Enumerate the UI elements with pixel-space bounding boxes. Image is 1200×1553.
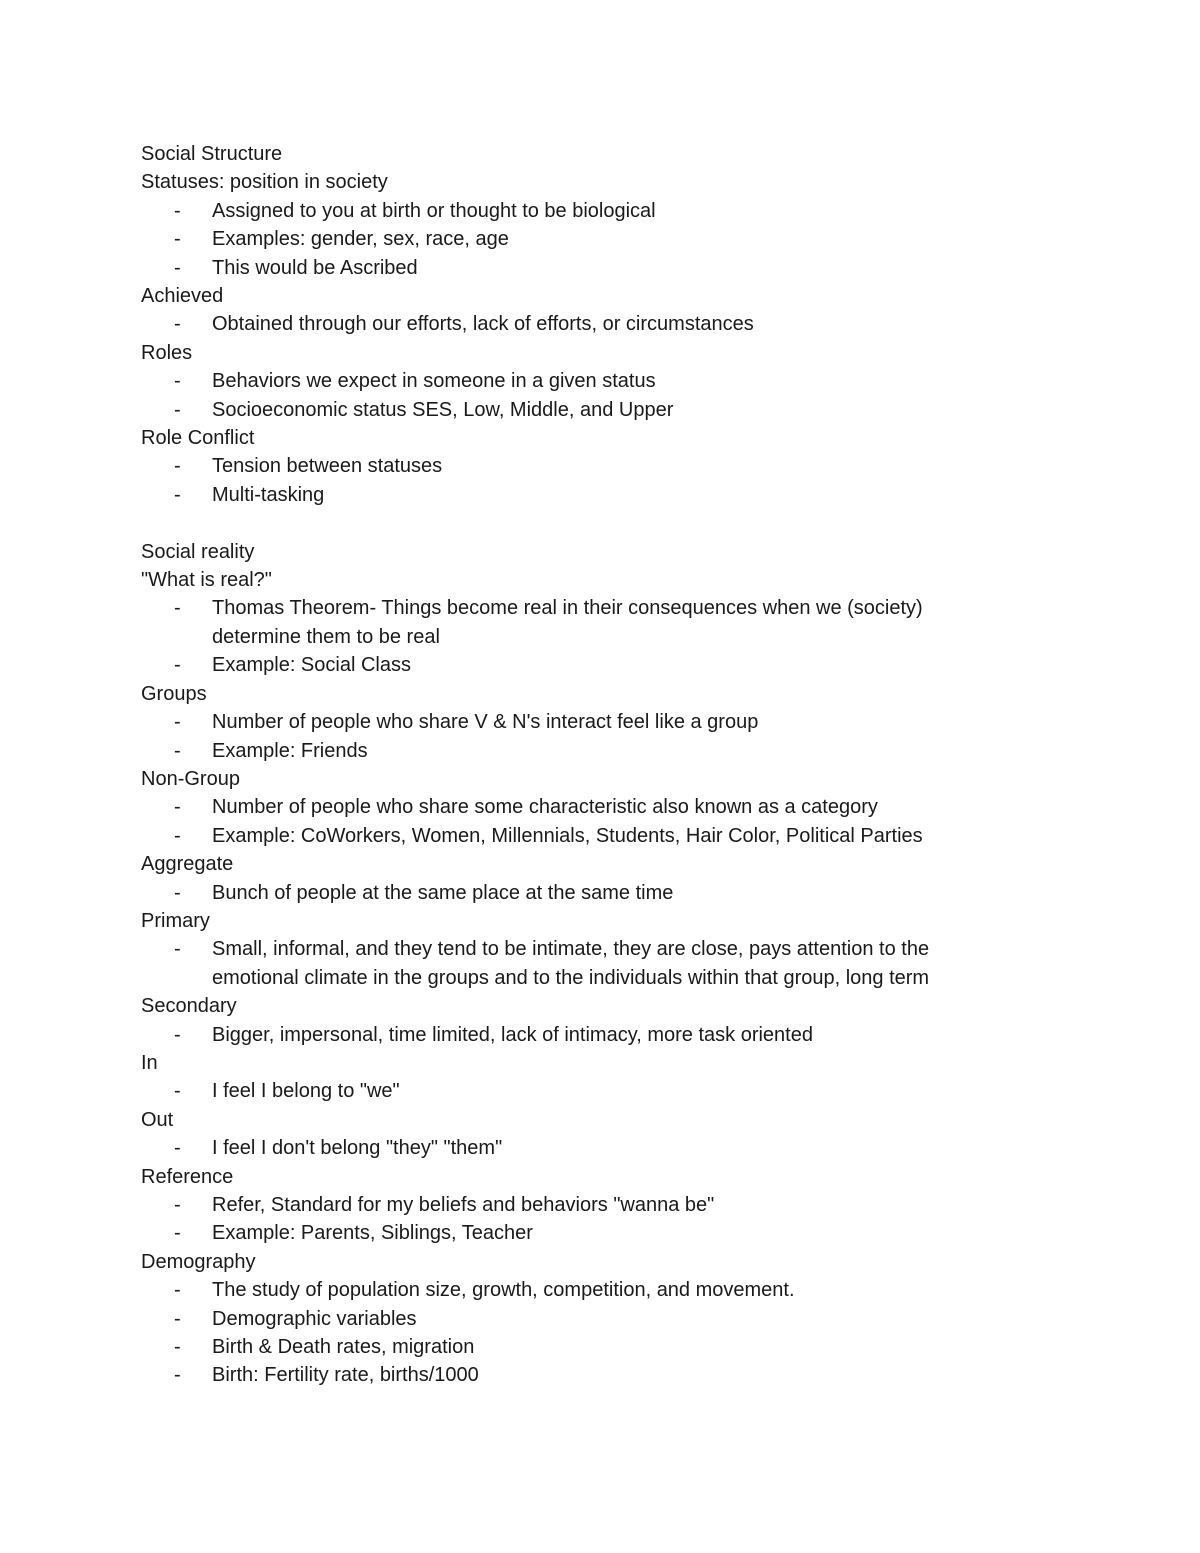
bullet-text: Example: CoWorkers, Women, Millennials, Students, Hair Color, Political Parties [212,824,923,847]
bullet-item [141,396,1041,424]
bullet-text: Example: Friends [212,739,368,762]
bullet-item [141,651,1041,679]
bullet-text: Bigger, impersonal, time limited, lack of intimacy, more task oriented [212,1023,813,1046]
bullet-dash: - [174,824,181,847]
section-heading: Social Structure [141,143,283,165]
bullet-item [141,1276,1041,1304]
bullet-item [141,225,1041,253]
bullet-text: Number of people who share some characteristic also known as a category [212,796,878,819]
bullet-text: I feel I belong to "we" [212,1080,400,1103]
bullet-item [141,708,1041,736]
bullet-text: Tension between statuses [212,455,443,478]
bullet-text: I feel I don't belong "they" "them" [212,1137,503,1160]
bullet-item [141,1333,1041,1361]
bullet-item [141,1219,1041,1247]
bullet-item [141,1361,1041,1389]
bullet-item [141,452,1041,480]
bullet-dash: - [174,938,181,961]
bullet-dash: - [174,1222,181,1245]
bullet-item [141,879,1041,907]
bullet-dash: - [174,881,181,904]
bullet-dash: - [174,739,181,762]
section-heading: Secondary [141,995,237,1018]
bullet-dash: - [174,654,181,677]
section-heading: Non-Group [141,767,240,790]
section-heading: Aggregate [141,853,234,876]
bullet-dash: - [174,1023,181,1046]
bullet-text: Assigned to you at birth or thought to be biological [212,199,656,222]
bullet-item [141,737,1041,765]
bullet-text: Small, informal, and they tend to be intimate, they are close, pays attention to the emotional climate in the groups and to the individuals within that group, long term [212,938,930,989]
bullet-item [141,793,1041,821]
bullet-item [141,1305,1041,1333]
bullet-dash: - [174,455,181,478]
bullet-item [141,197,1041,225]
section-heading: Demography [141,1250,256,1273]
bullet-text: Demographic variables [212,1307,417,1330]
bullet-text: Number of people who share V & N's interact feel like a group [212,711,759,734]
bullet-dash: - [174,1080,181,1103]
section-heading: Roles [141,341,193,364]
section-heading: "What is real?" [141,569,272,592]
bullet-dash: - [174,398,181,421]
bullet-item [141,367,1041,395]
bullet-item [141,822,1041,850]
bullet-dash: - [174,313,181,336]
bullet-dash: - [174,597,181,620]
section-heading: Reference [141,1165,234,1188]
bullet-dash: - [174,1307,181,1330]
section-heading: Achieved [141,285,224,308]
section-heading: Primary [141,909,210,932]
bullet-text: Bunch of people at the same place at the same time [212,881,674,904]
bullet-item [141,481,1041,509]
bullet-text: Thomas Theorem- Things become real in their consequences when we (society) determine them to be real [212,597,923,648]
section-heading: Statuses: position in society [141,171,388,194]
bullet-dash: - [174,370,181,393]
bullet-dash: - [174,256,181,279]
bullet-text: Refer, Standard for my beliefs and behaviors "wanna be" [212,1194,715,1217]
bullet-text: This would be Ascribed [212,256,418,279]
bullet-dash: - [174,1137,181,1160]
bullet-item [141,594,1041,651]
bullet-dash: - [174,1194,181,1217]
bullet-text: The study of population size, growth, competition, and movement. [212,1279,795,1302]
bullet-text: Obtained through our efforts, lack of efforts, or circumstances [212,313,754,336]
bullet-item [141,1021,1041,1049]
bullet-item [141,1077,1041,1105]
bullet-text: Example: Social Class [212,654,411,677]
section-heading: Social reality [141,540,255,563]
bullet-text: Multi-tasking [212,483,325,506]
bullet-item [141,1134,1041,1162]
bullet-item [141,254,1041,282]
section-heading: In [141,1051,158,1074]
blank-line [141,509,1041,537]
bullet-item [141,1191,1041,1219]
bullet-dash: - [174,796,181,819]
bullet-item [141,935,1041,992]
bullet-text: Birth & Death rates, migration [212,1336,475,1359]
bullet-text: Behaviors we expect in someone in a given status [212,370,656,393]
section-heading: Groups [141,682,207,705]
section-heading: Role Conflict [141,427,255,450]
bullet-text: Examples: gender, sex, race, age [212,228,509,251]
bullet-dash: - [174,711,181,734]
section-heading: Out [141,1108,174,1131]
bullet-text: Birth: Fertility rate, births/1000 [212,1364,479,1387]
bullet-dash: - [174,1279,181,1302]
bullet-text: Example: Parents, Siblings, Teacher [212,1222,533,1245]
bullet-dash: - [174,228,181,251]
bullet-dash: - [174,483,181,506]
bullet-dash: - [174,1364,181,1387]
bullet-dash: - [174,1336,181,1359]
bullet-item [141,310,1041,338]
document-body [141,140,1041,1390]
bullet-text: Socioeconomic status SES, Low, Middle, and Upper [212,398,674,421]
bullet-dash: - [174,199,181,222]
